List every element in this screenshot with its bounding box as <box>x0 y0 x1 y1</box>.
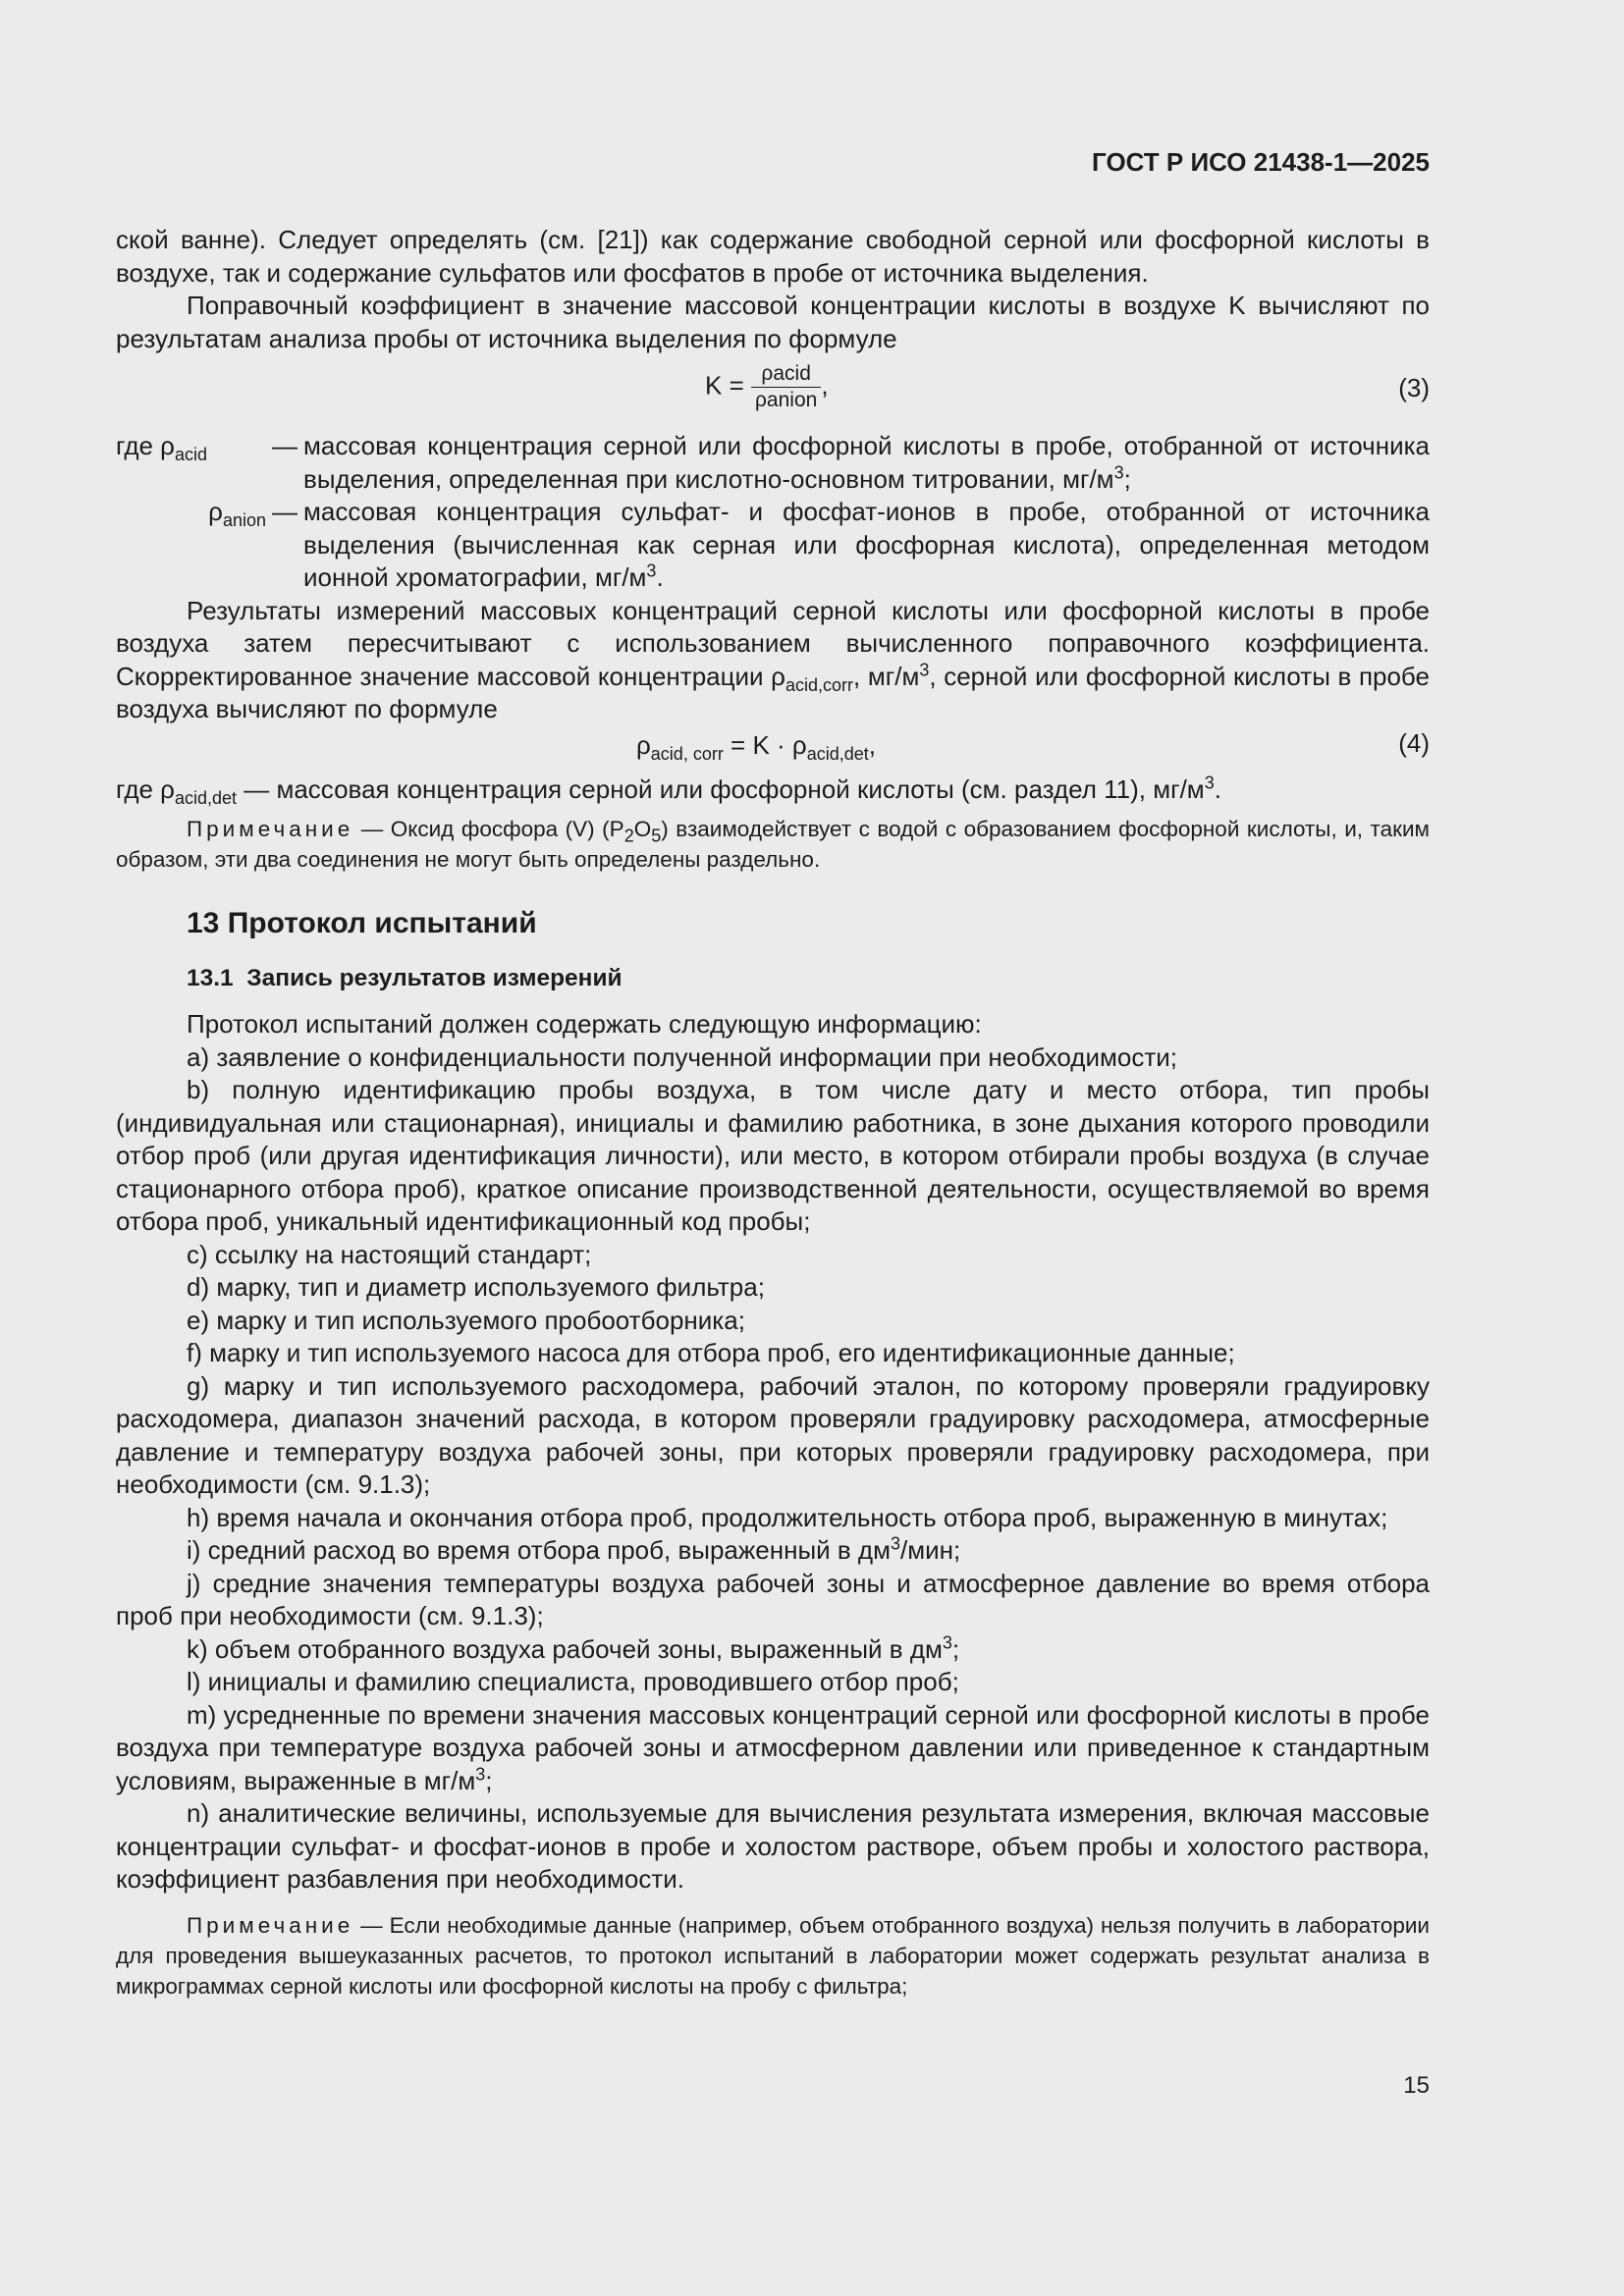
protocol-list <box>116 1008 1430 1896</box>
definition-term: где $\rho_{acid}$ <box>116 431 207 465</box>
list-item-j: j) средние значения температуры воздуха рабочей зоны и атмосферное давление во время отбора проб при необходимости (см. 9.1.3); <box>116 1568 1430 1630</box>
formula-3 <box>116 361 1430 418</box>
section-13-heading: 13 Протокол испытаний <box>187 907 537 939</box>
definition-rho-acid-det: где $\rho_{acid,det}$ — массовая концентрация серной или фосфорной кислоты (см. раздел 11), $мг/м^3$. <box>116 772 1221 808</box>
definition-term: $\rho_{anion}$ <box>208 497 266 531</box>
definition-text: массовая концентрация серной или фосфорной кислоты в пробе, отобранной от источника выделения, определенная при кислотно-основном титровании, $мг/м^3$; <box>303 431 1430 494</box>
formula-3-fraction <box>751 361 821 413</box>
formula-3-lhs: K = <box>705 370 744 400</box>
list-item-a: a) заявление о конфиденциальности полученной информации при необходимости; <box>187 1041 1177 1072</box>
document-body <box>116 224 1430 2002</box>
definition-text: массовая концентрация сульфат- и фосфат-ионов в пробе, отобранной от источника выделения (вычисленная как серная или фосфорная кислота), определенная методом ионной хроматографии, $мг/м^3$. <box>303 497 1430 592</box>
definition-rho-acid: где $\rho_{acid}$ — массовая концентрация серной или фосфорной кислоты в пробе, отобранной от источника выделения, определенная при кислотно-основном титровании, $мг/м^3$; <box>116 430 1430 496</box>
formula-3-denominator: ρanion <box>754 389 818 411</box>
list-item-n: n) аналитические величины, используемые для вычисления результата измерения, включая массовые концентрации сульфат- и фосфат-ионов в пробе и холостом растворе, объем пробы и холостого раствора, коэффициент разбавления при необходимости. <box>116 1798 1430 1894</box>
intro-paragraph-2: Поправочный коэффициент в значение массовой концентрации кислоты в воздухе K вычисляют по результатам анализа пробы от источника выделения по формуле <box>116 291 1430 353</box>
formula-3-numerator: ρacid <box>751 361 821 388</box>
list-item-d: d) марку, тип и диаметр используемого фильтра; <box>187 1272 765 1302</box>
page-number: 15 <box>1403 2072 1430 2099</box>
list-item-f: f) марку и тип используемого насоса для отбора проб, его идентификационные данные; <box>187 1338 1235 1367</box>
intro-paragraph-1: ской ванне). Следует определять (см. [21]) как содержание свободной серной или фосфорной кислоты в воздухе, так и содержание сульфатов или фосфатов в пробе от источника выделения. <box>116 225 1430 288</box>
formula-4: $\rho_{acid, corr} = K \cdot \rho_{acid,det}$, (4) <box>636 727 1430 764</box>
list-item-l: l) инициалы и фамилию специалиста, проводившего отбор проб; <box>187 1667 959 1696</box>
list-intro: Протокол испытаний должен содержать следующую информацию: <box>187 1009 982 1039</box>
recalc-paragraph: Результаты измерений массовых концентраций серной кислоты или фосфорной кислоты в пробе воздуха затем пересчитывают с использованием вычисленного поправочного коэффициента. Скорректированное значение массовой концентрации $\rho_{acid,corr}$, $мг/м^3$, серной или фосфорной кислоты в пробе воздуха вычисляют по формуле <box>116 595 1430 723</box>
document-header: ГОСТ Р ИСО 21438-1—2025 <box>1092 147 1430 177</box>
list-item-e: e) марку и тип используемого пробоотборника; <box>187 1305 745 1335</box>
definition-rho-anion: $\rho_{anion}$ — массовая концентрация сульфат- и фосфат-ионов в пробе, отобранной от источника выделения (вычисленная как серная или фосфорная кислота), определенная методом ионной хроматографии, $мг/м^3$. <box>116 496 1430 595</box>
list-item-h: h) время начала и окончания отбора проб, продолжительность отбора проб, выраженную в минутах; <box>187 1502 1388 1532</box>
list-item-m: m) усредненные по времени значения массовых концентраций серной или фосфорной кислоты в пробе воздуха при температуре воздуха рабочей зоны и атмосферном давлении или приведенное к стандартным условиям, выраженные в $мг/м^3$; <box>116 1699 1430 1795</box>
list-item-i: i) средний расход во время отбора проб, выраженный в $дм^3$/мин; <box>187 1533 961 1565</box>
formula-4-number: (4) <box>1398 727 1430 758</box>
list-item-c: c) ссылку на настоящий стандарт; <box>187 1239 592 1269</box>
formula-3-trail: , <box>821 370 829 400</box>
section-13-1-heading: 13.1 Запись результатов измерений <box>187 965 623 991</box>
list-item-g: g) марку и тип используемого расходомера, рабочий эталон, по которому проверяли градуировку расходомера, диапазон значений расхода, в котором проверяли градуировку расходомера, атмосферные давление и температуру воздуха рабочей зоны, при которых проверяли градуировку расходомера, при необходимости (см. 9.1.3); <box>116 1370 1430 1499</box>
list-item-b: b) полную идентификацию пробы воздуха, в том числе дату и место отбора, тип пробы (индивидуальная или стационарная), инициалы и фамилию работника, в зоне дыхания которого проводили отбор проб (или другая идентификация личности), или место, в котором отбирали пробы воздуха (в случае стационарного отбора проб), краткое описание производственной деятельности, осуществляемой во время отбора проб, уникальный идентификационный код пробы; <box>116 1075 1430 1236</box>
formula-3-number: (3) <box>1398 373 1430 402</box>
note-lab-data: Примечание — Если необходимые данные (например, объем отобранного воздуха) нельзя получить в лаборатории для проведения вышеуказанных расчетов, то протокол испытаний в лаборатории может содержать результат анализа в микрограммах серной кислоты или фосфорной кислоты на пробу с фильтра; <box>116 1912 1430 1999</box>
list-item-k: k) объем отобранного воздуха рабочей зоны, выраженный в $дм^3$; <box>187 1631 960 1664</box>
note-phosphorus-oxide: Примечание — Оксид фосфора (V) $(P_2O_5)$ взаимодействует с водой с образованием фосфорной кислоты, и, таким образом, эти два соединения не могут быть определены раздельно. <box>116 817 1430 872</box>
